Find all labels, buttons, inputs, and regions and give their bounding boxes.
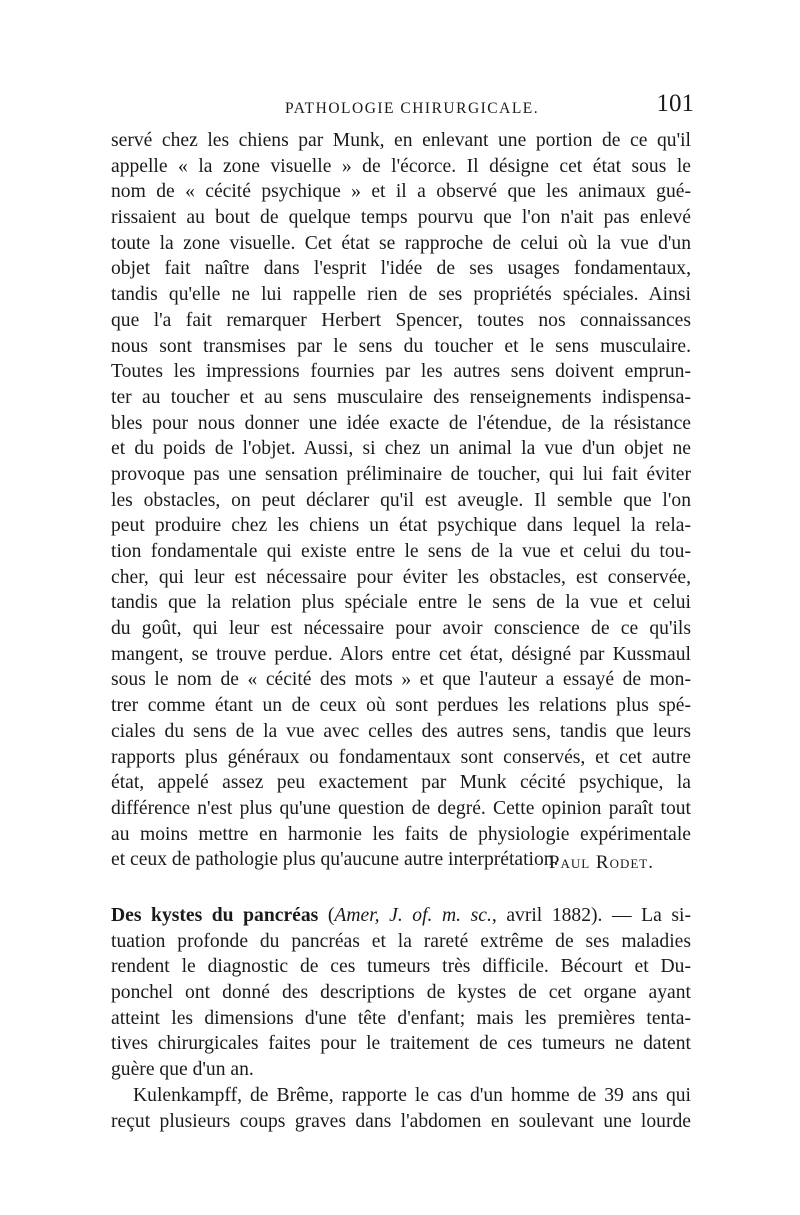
page-header xyxy=(110,88,694,128)
citation-rest: , avril 1882). — La si- xyxy=(491,905,692,926)
text-line: et du poids de l'objet. Aussi, si chez un animal la vue d'un objet ne xyxy=(111,438,691,460)
text-line: tives chirurgicales faites pour le traitement de ces tumeurs ne datent xyxy=(111,1033,691,1055)
text-line: Toutes les impressions fournies par les autres sens doivent emprun- xyxy=(111,361,691,383)
text-line: reçut plusieurs coups graves dans l'abdomen en soulevant une lourde xyxy=(111,1110,691,1132)
article-title: Des kystes du pancréas xyxy=(111,905,319,926)
text-line: ponchel ont donné des descriptions de kystes de cet organe ayant xyxy=(111,982,691,1004)
text-line: trer comme étant un de ceux où sont perdues les relations plus spé- xyxy=(111,695,691,717)
text-line: et ceux de pathologie plus qu'aucune autre interprétation. xyxy=(111,849,559,871)
author-signature: Paul Rodet. xyxy=(548,852,654,873)
text-line: différence n'est plus qu'une question de degré. Cette opinion paraît tout xyxy=(111,797,691,819)
text-line: sous le nom de « cécité des mots » et que l'auteur a essayé de mon- xyxy=(111,669,691,691)
text-line: appelle « la zone visuelle » de l'écorce. Il désigne cet état sous le xyxy=(111,155,691,177)
text-line: rendent le diagnostic de ces tumeurs très difficile. Bécourt et Du- xyxy=(111,956,691,978)
text-line: que l'a fait remarquer Herbert Spencer, toutes nos connaissances xyxy=(111,309,691,331)
text-line: objet fait naître dans l'esprit l'idée de ses usages fondamentaux, xyxy=(111,258,691,280)
text-line: atteint les dimensions d'une tête d'enfant; mais les premières tenta- xyxy=(111,1007,691,1029)
text-line: servé chez les chiens par Munk, en enlevant une portion de ce qu'il xyxy=(111,130,691,151)
text-line: provoque pas une sensation préliminaire de toucher, qui lui fait éviter xyxy=(111,463,691,485)
text-line: tandis que la relation plus spéciale entre le sens de la vue et celui xyxy=(111,592,691,614)
text-line: guère que d'un an. xyxy=(111,1059,254,1081)
text-line: mangent, se trouve perdue. Alors entre cet état, désigné par Kussmaul xyxy=(111,643,691,665)
text-line: ciales du sens de la vue avec celles des autres sens, tandis que leurs xyxy=(111,720,691,742)
article-paragraph-2 xyxy=(111,1083,691,1134)
text-line: rissaient au bout de quelque temps pourvu que l'on n'ait pas enlevé xyxy=(111,207,691,229)
citation-journal: Amer, J. of. m. sc. xyxy=(334,905,492,926)
text-line: état, appelé assez peu exactement par Munk cécité psychique, la xyxy=(111,772,691,794)
article-kystes-pancreas xyxy=(111,903,691,1134)
page-number: 101 xyxy=(656,90,694,117)
text-line: du goût, qui leur est nécessaire pour avoir conscience de ce qu'ils xyxy=(111,618,691,640)
text-line: tion fondamentale qui existe entre le sens de la vue et celui du tou- xyxy=(111,541,691,562)
text-line: cher, qui leur est nécessaire pour éviter les obstacles, est conservée, xyxy=(111,566,691,588)
citation-open: ( xyxy=(318,905,335,926)
text-line: tuation profonde du pancréas et la rareté extrême de ses maladies xyxy=(111,930,691,952)
text-line: ter au toucher et au sens musculaire des renseignements indispensa- xyxy=(111,386,691,408)
text-line: nous sont transmises par le sens du toucher et le sens musculaire. xyxy=(111,335,691,357)
text-line: tandis qu'elle ne lui rappelle rien de ses propriétés spéciales. Ainsi xyxy=(111,284,691,306)
text-line: nom de « cécité psychique » et il a observé que les animaux gué- xyxy=(111,181,691,203)
text-line: les obstacles, on peut déclarer qu'il est aveugle. Il semble que l'on xyxy=(111,489,691,511)
paragraph-cecite-psychique xyxy=(111,128,691,873)
text-line: Kulenkampff, de Brême, rapporte le cas d'un homme de 39 ans qui xyxy=(133,1084,691,1106)
text-line: au moins mettre en harmonie les faits de physiologie expérimentale xyxy=(111,823,691,845)
text-line: rapports plus généraux ou fondamentaux sont conservés, et cet autre xyxy=(111,746,691,768)
text-line: peut produire chez les chiens un état psychique dans lequel la rela- xyxy=(111,515,691,537)
text-line: bles pour nous donner une idée exacte de l'étendue, de la résistance xyxy=(111,412,691,434)
text-line: toute la zone visuelle. Cet état se rapproche de celui où la vue d'un xyxy=(111,232,691,254)
article-title-line xyxy=(111,903,691,929)
article-paragraph-1 xyxy=(111,929,691,1083)
running-title: PATHOLOGIE CHIRURGICALE. xyxy=(285,100,540,117)
